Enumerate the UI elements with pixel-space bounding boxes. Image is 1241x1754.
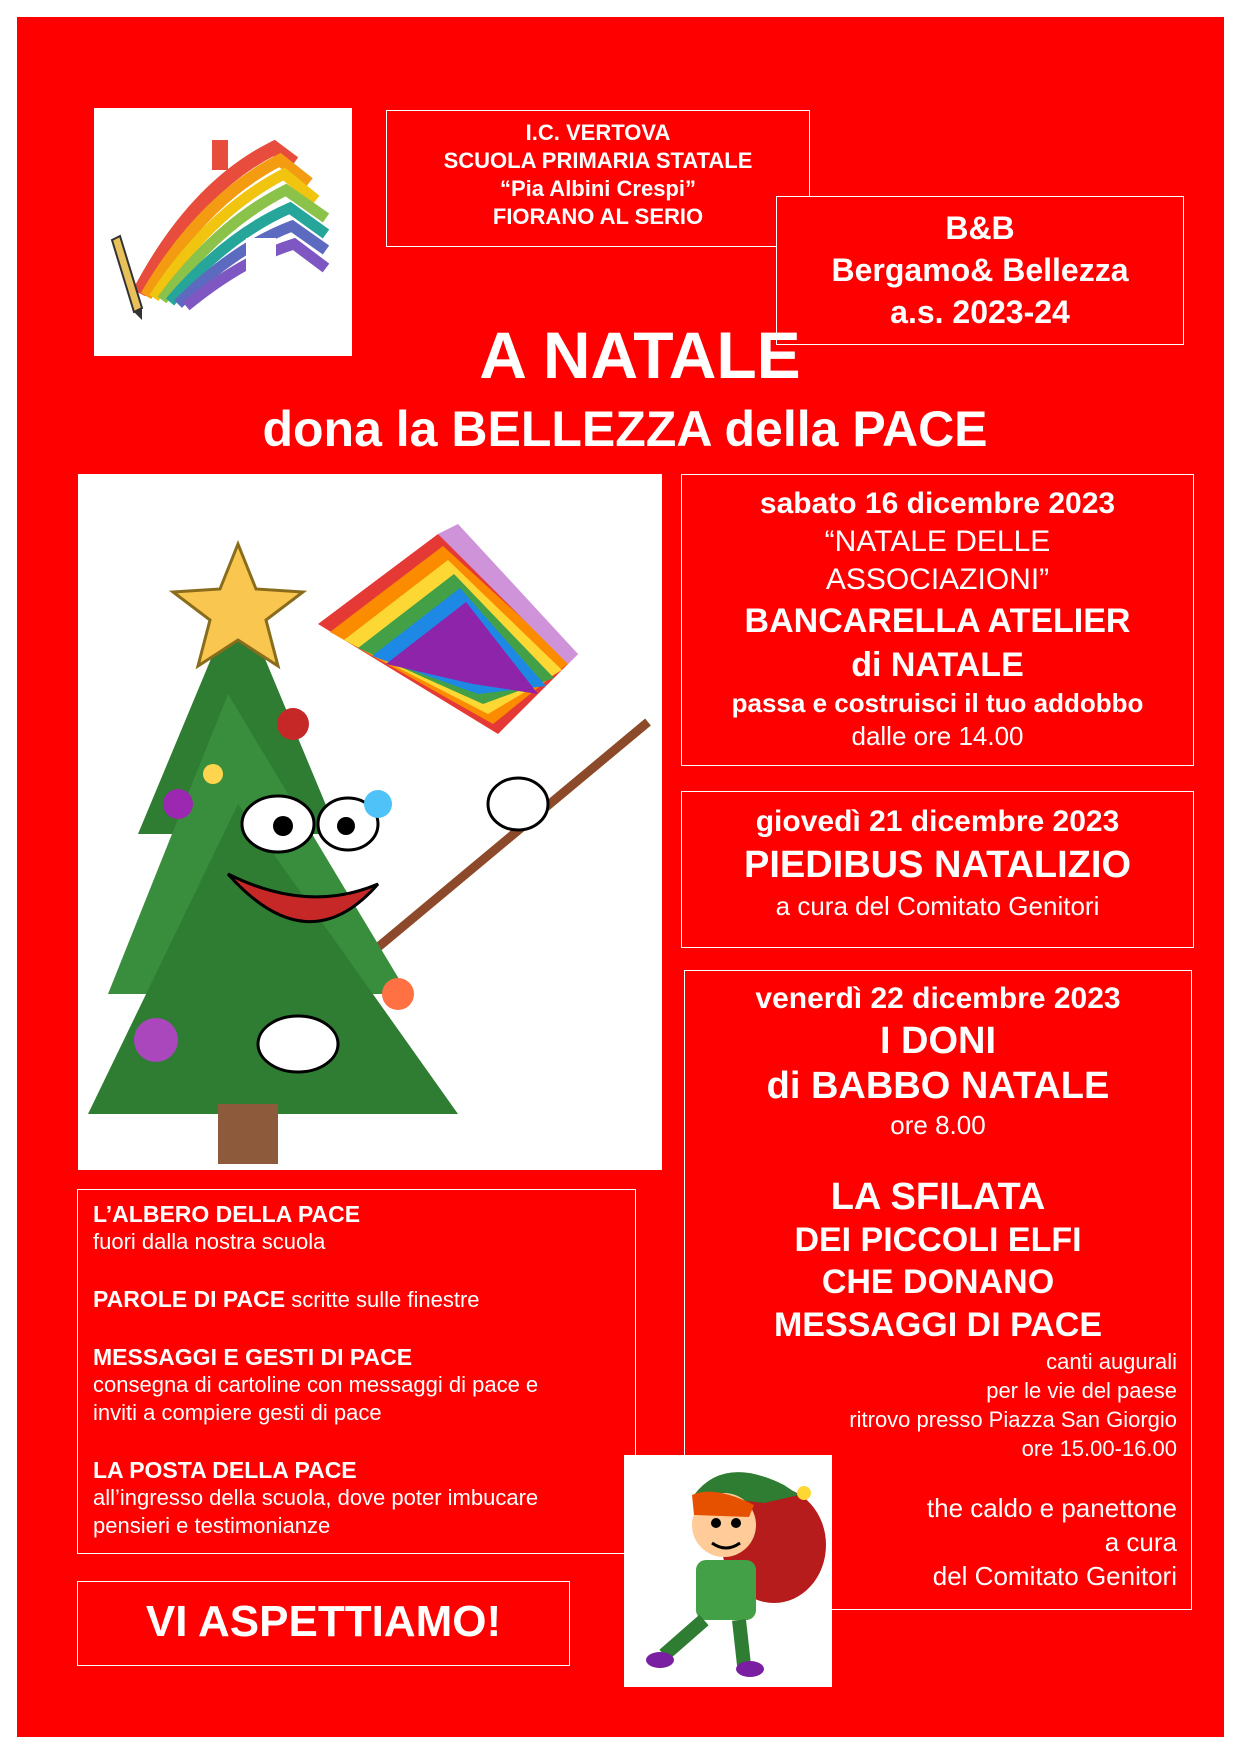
event-date: sabato 16 dicembre 2023	[759, 487, 1116, 520]
parade-title-line2: DEI PICCOLI ELFI	[794, 1221, 1082, 1259]
parade-info-line4: ore 15.00-16.00	[1021, 1436, 1177, 1461]
event-title-line2: di BABBO NATALE	[766, 1065, 1110, 1107]
activity-text: scritte sulle finestre	[285, 1287, 480, 1312]
school-year: a.s. 2023-24	[890, 294, 1070, 330]
activity-title: PAROLE DI PACE	[93, 1286, 286, 1312]
tree-body-icon	[88, 594, 458, 1164]
event-card-dec16	[681, 474, 1194, 766]
event-detail: passa e costruisci il tuo addobbo	[731, 688, 1144, 718]
we-await-you-banner	[77, 1581, 570, 1666]
event-title-line1: BANCARELLA ATELIER	[744, 602, 1131, 640]
event-time: dalle ore 14.00	[851, 721, 1024, 751]
parade-title-line3: CHE DONANO	[821, 1263, 1055, 1301]
event-time: ore 8.00	[890, 1110, 986, 1140]
activity-title: LA POSTA DELLA PACE	[93, 1457, 357, 1483]
parade-info-line3: ritrovo presso Piazza San Giorgio	[849, 1407, 1177, 1432]
event-card-dec21	[681, 791, 1194, 948]
event-title: PIEDIBUS NATALIZIO	[743, 844, 1132, 886]
refreshment-line2: a cura	[1104, 1527, 1177, 1557]
christmas-tree-illustration	[78, 474, 662, 1170]
activity-text: fuori dalla nostra scuola	[93, 1229, 326, 1254]
activity-text: inviti a compiere gesti di pace	[93, 1400, 382, 1425]
cta-label: VI ASPETTIAMO!	[145, 1597, 502, 1646]
event-title-line1: I DONI	[879, 1020, 997, 1062]
elf-icon	[624, 1455, 832, 1687]
event-title-line2: di NATALE	[851, 646, 1024, 684]
event-date: venerdì 22 dicembre 2023	[755, 982, 1121, 1015]
activity-title: L’ALBERO DELLA PACE	[93, 1201, 361, 1227]
page-title: A NATALE	[479, 318, 801, 392]
parade-title-line4: MESSAGGI DI PACE	[773, 1306, 1103, 1344]
peace-activities-box	[77, 1189, 636, 1554]
parade-info-line1: canti augurali	[1046, 1349, 1177, 1374]
event-name-line2: ASSOCIAZIONI”	[825, 563, 1050, 596]
page-subtitle: dona la BELLEZZA della PACE	[262, 401, 988, 457]
school-title: “Pia Albini Crespi”	[499, 176, 696, 201]
project-acronym: B&B	[945, 210, 1015, 246]
activity-title: MESSAGGI E GESTI DI PACE	[93, 1344, 413, 1370]
school-location: FIORANO AL SERIO	[492, 204, 704, 229]
school-type: SCUOLA PRIMARIA STATALE	[443, 148, 753, 173]
activity-text: all’ingresso della scuola, dove poter imbucare	[93, 1485, 539, 1510]
parade-title-line1: LA SFILATA	[830, 1176, 1046, 1218]
school-info-box	[386, 110, 810, 247]
rainbow-flag-icon	[318, 524, 578, 734]
refreshment-line3: del Comitato Genitori	[932, 1561, 1177, 1591]
event-date: giovedì 21 dicembre 2023	[755, 805, 1120, 838]
project-name: Bergamo& Bellezza	[831, 252, 1129, 288]
parade-info-line2: per le vie del paese	[986, 1378, 1177, 1403]
elf-illustration	[624, 1455, 832, 1687]
school-name: I.C. VERTOVA	[525, 120, 671, 145]
event-name-line1: “NATALE DELLE	[824, 525, 1051, 558]
activity-text: consegna di cartoline con messaggi di pace e	[93, 1372, 539, 1397]
event-detail: a cura del Comitato Genitori	[775, 891, 1100, 921]
activity-text: pensieri e testimonianze	[93, 1513, 331, 1538]
refreshment-line1: the caldo e panettone	[926, 1493, 1177, 1523]
